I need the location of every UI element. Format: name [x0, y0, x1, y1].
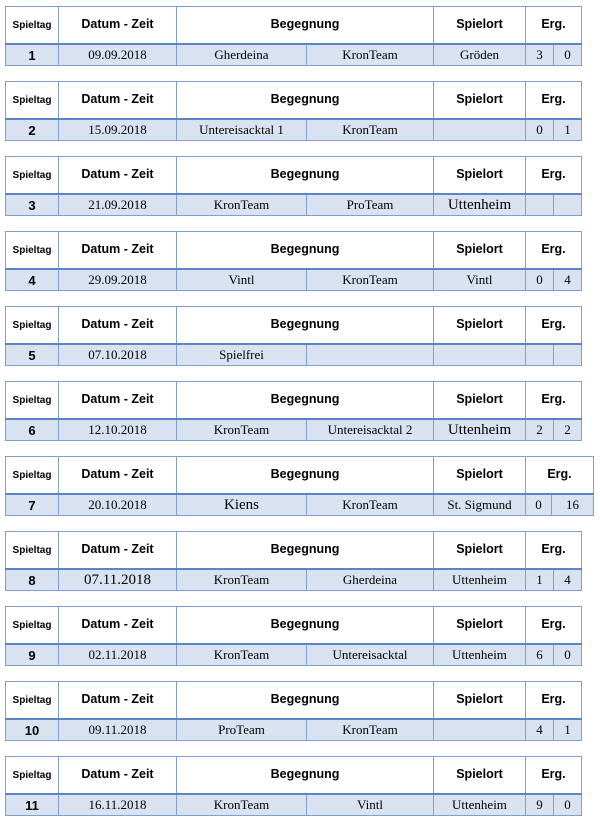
header-spieltag: Spieltag — [6, 757, 59, 795]
header-datum: Datum - Zeit — [59, 607, 177, 645]
home-score: 0 — [526, 269, 554, 291]
spieltag-number: 3 — [6, 194, 59, 216]
venue — [434, 719, 526, 741]
away-score: 4 — [554, 569, 582, 591]
header-spielort: Spielort — [434, 682, 526, 720]
header-datum: Datum - Zeit — [59, 382, 177, 420]
header-ergebnis: Erg. — [526, 682, 582, 720]
away-team: Untereisacktal 2 — [307, 419, 434, 441]
header-ergebnis: Erg. — [526, 607, 582, 645]
venue: Uttenheim — [434, 569, 526, 591]
matchday-table — [5, 231, 582, 291]
match-row — [6, 719, 582, 741]
header-begegnung: Begegnung — [177, 457, 434, 495]
matchday-block — [5, 156, 581, 216]
matchday-table — [5, 456, 594, 516]
spieltag-number: 10 — [6, 719, 59, 741]
matchday-table — [5, 81, 582, 141]
venue: Uttenheim — [434, 644, 526, 666]
away-score: 0 — [554, 644, 582, 666]
header-begegnung: Begegnung — [177, 682, 434, 720]
header-row — [6, 682, 582, 720]
spieltag-number: 6 — [6, 419, 59, 441]
matchday-table — [5, 156, 582, 216]
header-ergebnis: Erg. — [526, 7, 582, 45]
header-spieltag: Spieltag — [6, 682, 59, 720]
home-score: 3 — [526, 44, 554, 66]
header-spieltag: Spieltag — [6, 82, 59, 120]
match-date: 21.09.2018 — [59, 194, 177, 216]
spieltag-number: 1 — [6, 44, 59, 66]
header-ergebnis: Erg. — [526, 157, 582, 195]
header-spielort: Spielort — [434, 757, 526, 795]
matchday-block — [5, 756, 581, 816]
match-row — [6, 419, 582, 441]
header-row — [6, 607, 582, 645]
match-row — [6, 794, 582, 816]
header-row — [6, 7, 582, 45]
away-team: KronTeam — [307, 494, 434, 516]
away-team: KronTeam — [307, 44, 434, 66]
match-date: 02.11.2018 — [59, 644, 177, 666]
matchday-table — [5, 306, 582, 366]
header-datum: Datum - Zeit — [59, 157, 177, 195]
matchday-block — [5, 306, 581, 366]
home-team: Vintl — [177, 269, 307, 291]
matchday-block — [5, 531, 581, 591]
home-score: 0 — [526, 119, 554, 141]
venue — [434, 119, 526, 141]
venue: Uttenheim — [434, 419, 526, 441]
away-score: 1 — [554, 119, 582, 141]
away-score: 1 — [554, 719, 582, 741]
header-ergebnis: Erg. — [526, 82, 582, 120]
header-spielort: Spielort — [434, 232, 526, 270]
spieltag-number: 2 — [6, 119, 59, 141]
away-team: Untereisacktal — [307, 644, 434, 666]
home-team: KronTeam — [177, 419, 307, 441]
home-team: Kiens — [177, 494, 307, 516]
venue — [434, 344, 526, 366]
header-row — [6, 457, 594, 495]
header-spielort: Spielort — [434, 382, 526, 420]
matchday-block — [5, 231, 581, 291]
header-row — [6, 157, 582, 195]
header-datum: Datum - Zeit — [59, 82, 177, 120]
spieltag-number: 9 — [6, 644, 59, 666]
header-ergebnis: Erg. — [526, 232, 582, 270]
header-spielort: Spielort — [434, 532, 526, 570]
home-score: 0 — [526, 494, 552, 516]
away-score: 0 — [554, 44, 582, 66]
header-begegnung: Begegnung — [177, 82, 434, 120]
spieltag-number: 4 — [6, 269, 59, 291]
home-score: 4 — [526, 719, 554, 741]
match-row — [6, 494, 594, 516]
matchday-block — [5, 381, 581, 441]
home-score — [526, 194, 554, 216]
match-date: 12.10.2018 — [59, 419, 177, 441]
header-spieltag: Spieltag — [6, 457, 59, 495]
header-spieltag: Spieltag — [6, 532, 59, 570]
home-score: 1 — [526, 569, 554, 591]
home-score — [526, 344, 554, 366]
home-team: Gherdeina — [177, 44, 307, 66]
header-begegnung: Begegnung — [177, 232, 434, 270]
header-begegnung: Begegnung — [177, 7, 434, 45]
header-row — [6, 232, 582, 270]
header-datum: Datum - Zeit — [59, 682, 177, 720]
header-spielort: Spielort — [434, 307, 526, 345]
header-row — [6, 307, 582, 345]
header-ergebnis: Erg. — [526, 307, 582, 345]
match-row — [6, 344, 582, 366]
header-row — [6, 82, 582, 120]
matchday-block — [5, 681, 581, 741]
header-row — [6, 532, 582, 570]
match-date: 15.09.2018 — [59, 119, 177, 141]
header-ergebnis: Erg. — [526, 757, 582, 795]
match-row — [6, 119, 582, 141]
header-spieltag: Spieltag — [6, 307, 59, 345]
match-row — [6, 194, 582, 216]
header-datum: Datum - Zeit — [59, 457, 177, 495]
match-date: 16.11.2018 — [59, 794, 177, 816]
header-spielort: Spielort — [434, 457, 526, 495]
venue: Gröden — [434, 44, 526, 66]
header-datum: Datum - Zeit — [59, 232, 177, 270]
home-score: 6 — [526, 644, 554, 666]
away-score: 2 — [554, 419, 582, 441]
away-team: Vintl — [307, 794, 434, 816]
home-team: KronTeam — [177, 644, 307, 666]
header-spieltag: Spieltag — [6, 7, 59, 45]
matchday-block — [5, 81, 581, 141]
matchday-block — [5, 6, 581, 66]
header-spieltag: Spieltag — [6, 232, 59, 270]
matchday-block — [5, 456, 593, 516]
header-datum: Datum - Zeit — [59, 757, 177, 795]
header-ergebnis: Erg. — [526, 532, 582, 570]
home-score: 2 — [526, 419, 554, 441]
home-team: KronTeam — [177, 194, 307, 216]
away-score: 16 — [552, 494, 594, 516]
header-datum: Datum - Zeit — [59, 307, 177, 345]
venue: Uttenheim — [434, 794, 526, 816]
match-date: 20.10.2018 — [59, 494, 177, 516]
away-team: KronTeam — [307, 719, 434, 741]
header-spieltag: Spieltag — [6, 157, 59, 195]
away-score: 0 — [554, 794, 582, 816]
matchday-block — [5, 606, 581, 666]
home-team: KronTeam — [177, 794, 307, 816]
matchday-table — [5, 606, 582, 666]
away-team: KronTeam — [307, 269, 434, 291]
header-datum: Datum - Zeit — [59, 532, 177, 570]
header-row — [6, 382, 582, 420]
spieltag-number: 5 — [6, 344, 59, 366]
venue: Uttenheim — [434, 194, 526, 216]
header-ergebnis: Erg. — [526, 382, 582, 420]
header-begegnung: Begegnung — [177, 757, 434, 795]
header-spieltag: Spieltag — [6, 382, 59, 420]
home-team: KronTeam — [177, 569, 307, 591]
away-score — [554, 194, 582, 216]
match-date: 09.11.2018 — [59, 719, 177, 741]
match-date: 09.09.2018 — [59, 44, 177, 66]
spieltag-number: 11 — [6, 794, 59, 816]
away-score — [554, 344, 582, 366]
matchday-table — [5, 681, 582, 741]
match-row — [6, 569, 582, 591]
header-begegnung: Begegnung — [177, 382, 434, 420]
home-team: ProTeam — [177, 719, 307, 741]
header-spielort: Spielort — [434, 82, 526, 120]
header-begegnung: Begegnung — [177, 307, 434, 345]
home-team: Untereisacktal 1 — [177, 119, 307, 141]
away-team: KronTeam — [307, 119, 434, 141]
header-begegnung: Begegnung — [177, 157, 434, 195]
away-team: ProTeam — [307, 194, 434, 216]
header-begegnung: Begegnung — [177, 607, 434, 645]
match-date: 07.10.2018 — [59, 344, 177, 366]
away-team: Gherdeina — [307, 569, 434, 591]
match-row — [6, 44, 582, 66]
header-spieltag: Spieltag — [6, 607, 59, 645]
home-score: 9 — [526, 794, 554, 816]
away-score: 4 — [554, 269, 582, 291]
header-row — [6, 757, 582, 795]
header-spielort: Spielort — [434, 157, 526, 195]
header-begegnung: Begegnung — [177, 532, 434, 570]
header-spielort: Spielort — [434, 7, 526, 45]
header-ergebnis: Erg. — [526, 457, 594, 495]
spieltag-number: 7 — [6, 494, 59, 516]
matchday-table — [5, 6, 582, 66]
spieltag-number: 8 — [6, 569, 59, 591]
venue: St. Sigmund — [434, 494, 526, 516]
match-row — [6, 644, 582, 666]
matchday-table — [5, 381, 582, 441]
header-spielort: Spielort — [434, 607, 526, 645]
matchday-table — [5, 531, 582, 591]
header-datum: Datum - Zeit — [59, 7, 177, 45]
match-row — [6, 269, 582, 291]
match-date: 07.11.2018 — [59, 569, 177, 591]
venue: Vintl — [434, 269, 526, 291]
matchday-table — [5, 756, 582, 816]
home-team: Spielfrei — [177, 344, 307, 366]
match-date: 29.09.2018 — [59, 269, 177, 291]
away-team — [307, 344, 434, 366]
